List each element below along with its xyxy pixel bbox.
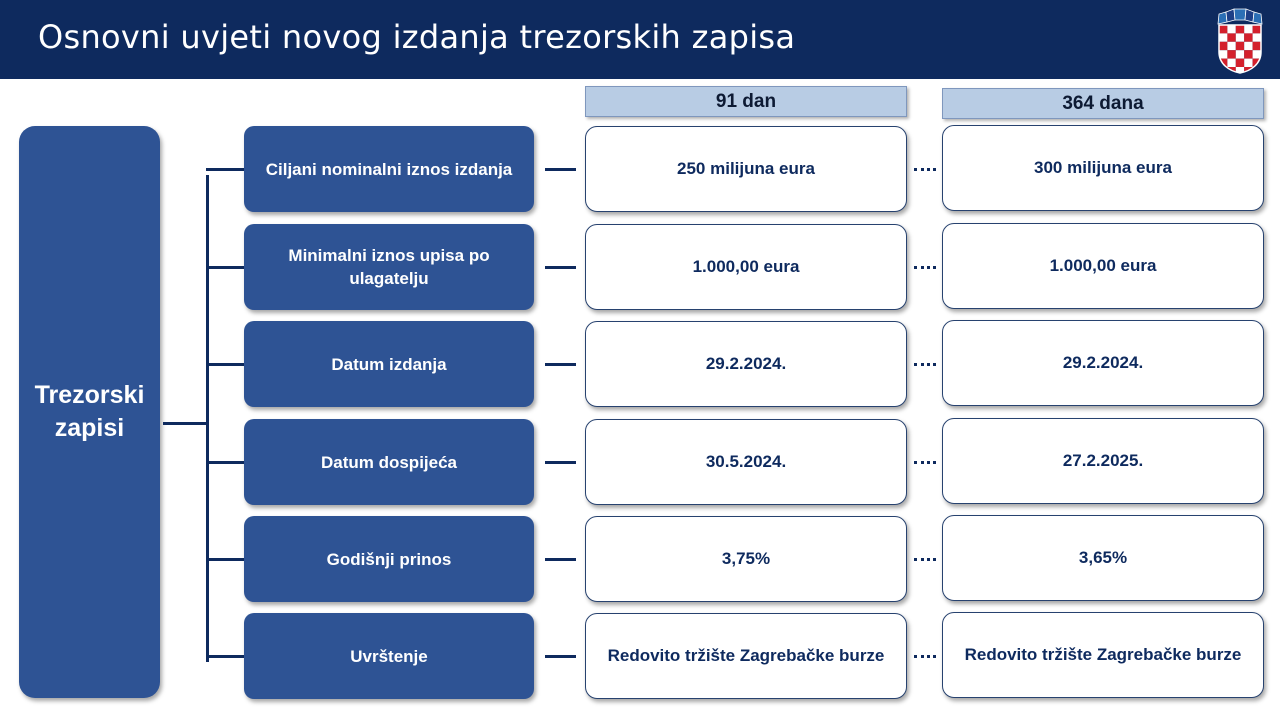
value-text: 3,65% [1078,548,1128,567]
value-box-364-days [942,125,1264,211]
row-label-box [244,613,534,699]
row-label: Uvrštenje [350,646,428,666]
croatian-coat-of-arms-icon [1215,8,1265,74]
row-label-box [244,126,534,212]
dotted-connector [914,655,936,658]
value-text: Redovito tržište Zagrebačke burze [964,645,1242,664]
bracket-tick [206,168,244,171]
header-bar [0,0,1280,79]
dotted-connector [914,266,936,269]
row-label: Godišnji prinos [326,549,452,569]
root-node-treasury-bills [19,126,160,698]
value-text: Redovito tržište Zagrebačke burze [607,646,885,665]
column-header-364-days: 364 dana [942,88,1264,119]
row-connector [545,655,576,658]
bracket-tick [206,363,244,366]
value-box-91-days [585,126,907,212]
row-connector [545,266,576,269]
value-text: 1.000,00 eura [1049,256,1157,275]
value-text: 1.000,00 eura [692,257,800,276]
value-box-364-days [942,418,1264,504]
row-label-box [244,516,534,602]
dotted-connector [914,461,936,464]
row-label-box [244,224,534,310]
value-text: 29.2.2024. [705,354,787,373]
dotted-connector [914,558,936,561]
value-box-364-days [942,612,1264,698]
row-label: Ciljani nominalni iznos izdanja [265,159,513,179]
column-header-91-days: 91 dan [585,86,907,117]
value-text: 300 milijuna eura [1034,158,1172,177]
value-box-91-days [585,516,907,602]
row-connector [545,558,576,561]
value-box-91-days [585,224,907,310]
bracket-tick [206,558,244,561]
root-node-label: Trezorski zapisi [34,381,145,442]
row-label: Datum dospijeća [320,452,458,472]
row-connector [545,363,576,366]
value-text: 3,75% [721,549,771,568]
value-box-364-days [942,320,1264,406]
bracket-tick [206,266,244,269]
value-text: 27.2.2025. [1062,451,1144,470]
value-text: 30.5.2024. [705,452,787,471]
value-text: 29.2.2024. [1062,353,1144,372]
row-label-box [244,419,534,505]
value-text: 250 milijuna eura [677,159,815,178]
bracket-tick [206,461,244,464]
page-title: Osnovni uvjeti novog izdanja trezorskih zapisa [38,18,796,56]
bracket-vertical-line [206,175,209,662]
value-box-91-days [585,419,907,505]
row-connector [545,168,576,171]
row-label: Minimalni iznos upisa po ulagatelju [288,246,490,288]
value-box-364-days [942,515,1264,601]
row-label: Datum izdanja [331,354,447,374]
value-box-91-days [585,321,907,407]
root-connector [163,422,209,425]
value-box-364-days [942,223,1264,309]
bracket-tick [206,655,244,658]
row-label-box [244,321,534,407]
row-connector [545,461,576,464]
dotted-connector [914,363,936,366]
dotted-connector [914,168,936,171]
value-box-91-days [585,613,907,699]
